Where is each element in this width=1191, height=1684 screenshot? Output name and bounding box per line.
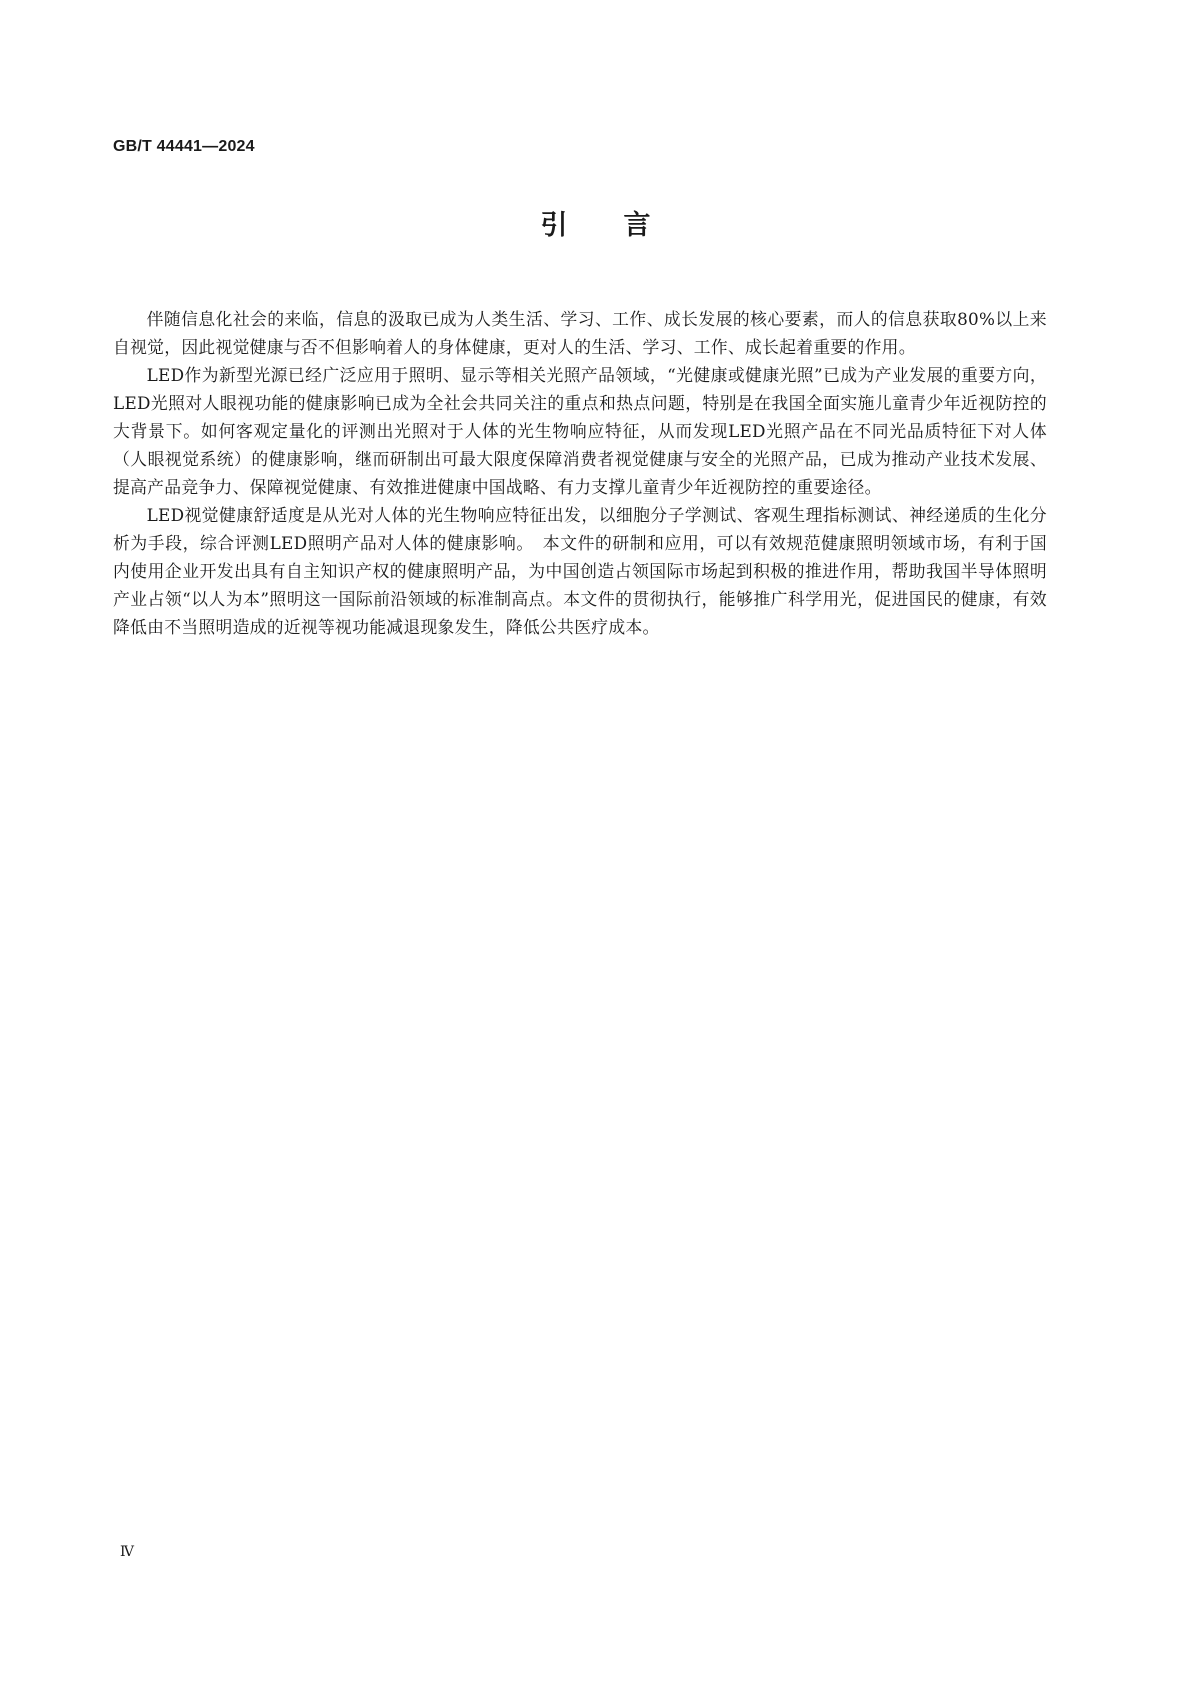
paragraph-2: LED作为新型光源已经广泛应用于照明、显示等相关光照产品领域，“光健康或健康光照”已成为产业发展的重要方向，LED光照对人眼视功能的健康影响已成为全社会共同关注的重点和热点问题，特别是在我国全面实施儿童青少年近视防控的大背景下。如何客观定量化的评测出光照对于人体的光生物响应特征，从而发现LED光照产品在不同光品质特征下对人体（人眼视觉系统）的健康影响，继而研制出可最大限度保障消费者视觉健康与安全的光照产品，已成为推动产业技术发展、提高产品竞争力、保障视觉健康、有效推进健康中国战略、有力支撑儿童青少年近视防控的重要途径。 xyxy=(113,365,1047,497)
paragraph-3: LED视觉健康舒适度是从光对人体的光生物响应特征出发，以细胞分子学测试、客观生理指标测试、神经递质的生化分析为手段，综合评测LED照明产品对人体的健康影响。 本文件的研制和应用，可以有效规范健康照明领域市场，有利于国内使用企业开发出具有自主知识产权的健康照明产品，为中国创造占领国际市场起到积极的推进作用，帮助我国半导体照明产业占领“以人为本”照明这一国际前沿领域的标准制高点。本文件的贯彻执行，能够推广科学用光，促进国民的健康，有效降低由不当照明造成的近视等视功能减退现象发生，降低公共医疗成本。 xyxy=(113,505,1047,637)
standard-code-header: GB/T 44441—2024 xyxy=(113,138,255,155)
page-title: 引言 xyxy=(540,210,707,241)
paragraph-1: 伴随信息化社会的来临，信息的汲取已成为人类生活、学习、工作、成长发展的核心要素，而人的信息获取80%以上来自视觉，因此视觉健康与否不但影响着人的身体健康，更对人的生活、学习、工作、成长起着重要的作用。 xyxy=(113,309,1047,357)
page-number: Ⅳ xyxy=(120,1544,134,1560)
document-body xyxy=(113,305,1047,641)
